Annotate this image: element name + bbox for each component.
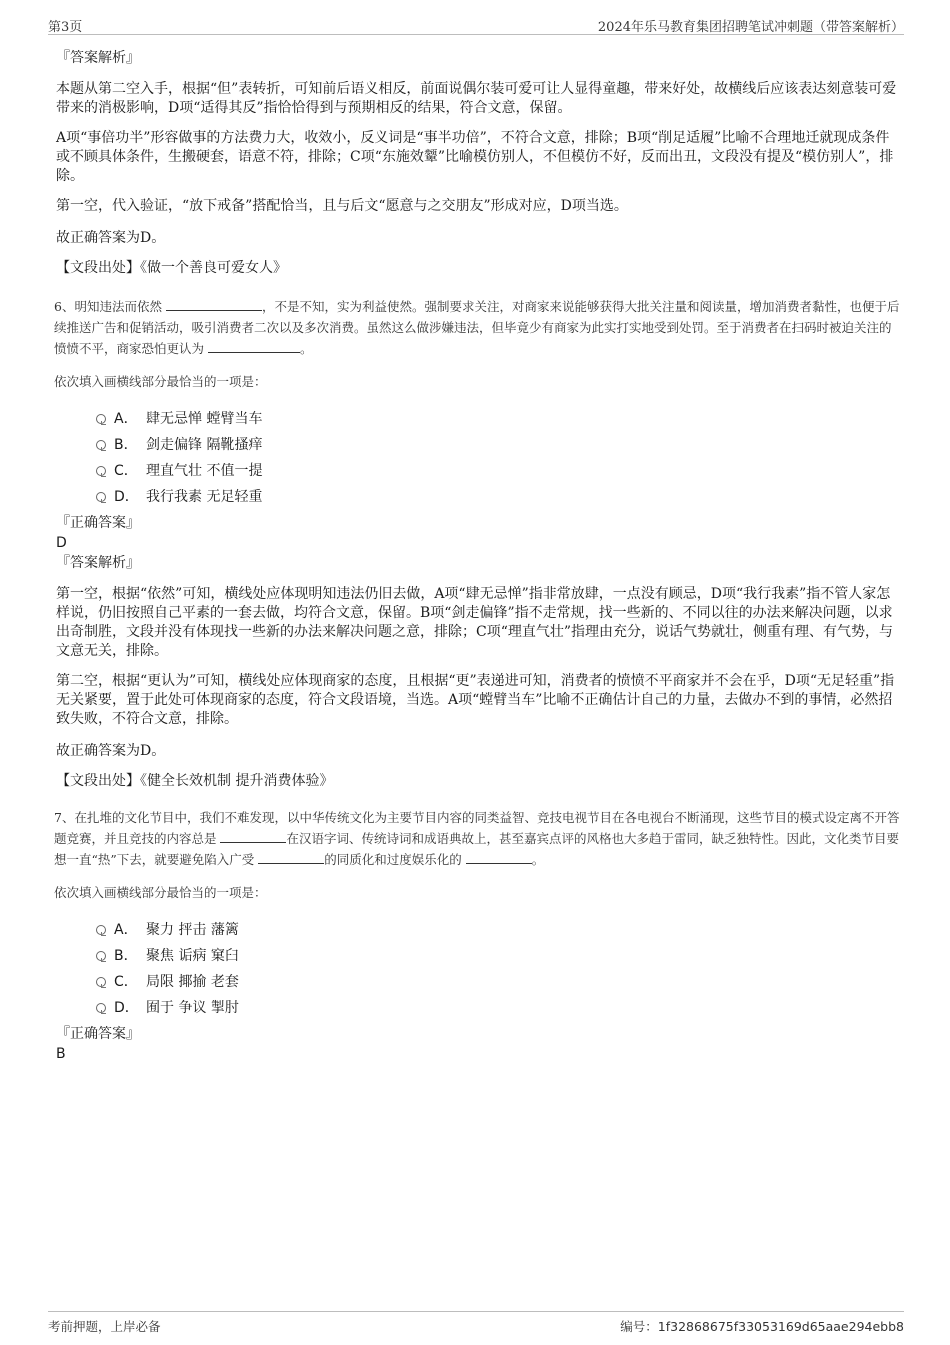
radio-icon[interactable]	[96, 1003, 106, 1013]
q6-correct-label: 『正确答案』	[56, 515, 140, 531]
q7-blank-2	[258, 851, 324, 864]
footer-slogan: 考前押题，上岸必备	[48, 1319, 161, 1334]
q7-blank-3	[466, 851, 532, 864]
q6-stem-part1: 6、明知违法而依然	[54, 299, 166, 314]
radio-icon[interactable]	[96, 414, 106, 424]
q7-stem-part4: 。	[531, 852, 545, 867]
q6-correct-answer: D	[56, 535, 67, 551]
q5-analysis-para3: 第一空，代入验证，“放下戒备”搭配恰当，且与后文“愿意与之交朋友”形成对应，D项当选。	[56, 198, 628, 214]
q6-option-d[interactable]: D． 我行我素 无足轻重	[56, 487, 902, 513]
footer-code	[620, 1317, 904, 1335]
q5-analysis-para1: 本题从第二空入手，根据“但”表转折，可知前后语义相反，前面说偶尔装可爱可让人显得童趣，带来好处，故横线后应该表达刻意装可爱带来的消极影响，D项“适得其反”指恰恰得到与预期相反的结果，符合文意，保留。	[56, 81, 897, 116]
q7-correct-label: 『正确答案』	[56, 1026, 140, 1042]
radio-icon[interactable]	[96, 466, 106, 476]
q6-analysis-para1: 第一空，根据“依然”可知，横线处应体现明知违法仍旧去做，A项“肆无忌惮”指非常放肆，一点没有顾忌，D项“我行我素”指不管人家怎样说，仍旧按照自己平素的一套去做，均符合文意，保留。B项“剑走偏锋”指不走常规，找一些新的、不同以往的办法来解决问题，以求出奇制胜，文段并没有体现找一些新的办法来解决问题之意，排除；C项“理直气壮”指理由充分，说话气势就壮，侧重有理、有气势，与文意无关，排除。	[56, 586, 894, 659]
radio-icon[interactable]	[96, 951, 106, 961]
q6-conclusion: 故正确答案为D。	[56, 743, 166, 759]
q6-stem-part2: ，不是不知，实为利益使然。强制要求关注，对商家来说能够获得大批关注量和阅读量，增加消费者黏性，也便于后续推送广告和促销活动，吸引消费者二次以及多次消费。虽然这么做涉嫌违法，但毕竟少有商家为此实打实地受到处罚。至于消费者在扫码时被迫关注的愤愤不平，商家恐怕更认为	[54, 299, 900, 356]
q7-stem-part3: 的同质化和过度娱乐化的	[324, 852, 466, 867]
q7-blank-1	[220, 830, 286, 843]
q6-stem-part3: 。	[299, 341, 313, 356]
radio-icon[interactable]	[96, 977, 106, 987]
q5-analysis-label: 『答案解析』	[56, 50, 140, 66]
page-footer	[48, 1311, 904, 1336]
q7-stem-part2: 在汉语字词、传统诗词和成语典故上，甚至嘉宾点评的风格也大多趋于雷同，缺乏独特性。因此，文化类节目要想一直“热”下去，就要避免陷入广受	[54, 831, 899, 867]
q7-option-d[interactable]: D． 囿于 争议 掣肘	[56, 998, 902, 1024]
radio-icon[interactable]	[96, 440, 106, 450]
page-number: 第3页	[48, 20, 83, 35]
q6-options	[56, 409, 902, 513]
page-header	[48, 14, 904, 35]
q7-stem	[54, 807, 902, 870]
radio-icon[interactable]	[96, 492, 106, 502]
page-content	[56, 48, 902, 1064]
q6-blank-1	[166, 298, 262, 311]
q7-option-b[interactable]: B． 聚焦 诟病 窠臼	[56, 946, 902, 972]
q5-analysis-para2: A项“事倍功半”形容做事的方法费力大，收效小，反义词是“事半功倍”，不符合文意，排除；B项“削足适履”比喻不合理地迁就现成条件或不顾具体条件，生搬硬套，语意不符，排除；C项“东施效颦”比喻模仿别人，不但模仿不好，反而出丑，文段没有提及“模仿别人”，排除。	[56, 130, 894, 184]
q7-option-a[interactable]: A． 聚力 抨击 藩篱	[56, 920, 902, 946]
q5-conclusion: 故正确答案为D。	[56, 230, 166, 246]
q6-stem	[54, 296, 902, 359]
q6-blank-2	[208, 340, 300, 353]
footer-code-label: 编号：	[620, 1319, 658, 1334]
q7-prompt: 依次填入画横线部分最恰当的一项是：	[54, 885, 267, 900]
q7-stem-part1: 7、在扎堆的文化节目中，我们不难发现，以中华传统文化为主要节目内容的同类益智、竞技电视节目在各电视台不断涌现，这些节目的模式设定离不开答题竞赛，并且竞技的内容总是	[54, 810, 900, 846]
q6-option-a[interactable]: A． 肆无忌惮 螳臂当车	[56, 409, 902, 435]
q7-correct-answer: B	[56, 1046, 66, 1062]
q6-option-c[interactable]: C． 理直气壮 不值一提	[56, 461, 902, 487]
q6-prompt: 依次填入画横线部分最恰当的一项是：	[54, 374, 267, 389]
q6-source: 【文段出处】《健全长效机制 提升消费体验》	[56, 773, 334, 789]
q7-option-c[interactable]: C． 局限 揶揄 老套	[56, 972, 902, 998]
footer-code-value: 1f32868675f33053169d65aae294ebb8	[657, 1319, 904, 1334]
q6-analysis-label: 『答案解析』	[56, 555, 140, 571]
q7-options	[56, 920, 902, 1024]
document-title: 2024年乐马教育集团招聘笔试冲刺题（带答案解析）	[597, 20, 904, 35]
q6-analysis-para2: 第二空，根据“更认为”可知，横线处应体现商家的态度，且根据“更”表递进可知，消费者的愤愤不平商家并不会在乎，D项“无足轻重”指无关紧要，置于此处可体现商家的态度，符合文段语境，当选。A项“螳臂当车”比喻不正确估计自己的力量，去做办不到的事情，必然招致失败，不符合文意，排除。	[56, 673, 895, 727]
q6-option-b[interactable]: B． 剑走偏锋 隔靴搔痒	[56, 435, 902, 461]
q5-source: 【文段出处】《做一个善良可爱女人》	[56, 260, 287, 276]
radio-icon[interactable]	[96, 925, 106, 935]
